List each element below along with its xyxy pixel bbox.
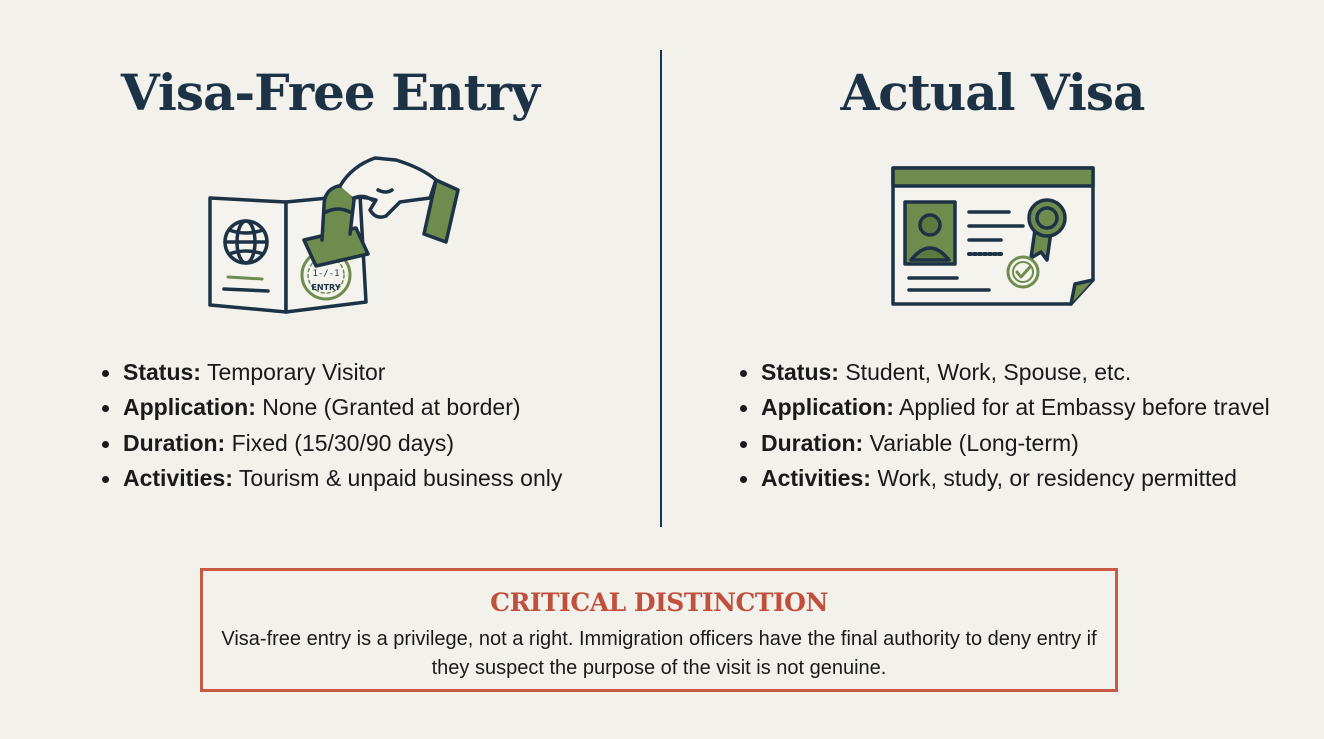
fact-value: Tourism & unpaid business only [238,464,563,491]
fact-label: Application: [123,394,256,421]
list-item [740,426,1270,461]
fact-value: Work, study, or residency permitted [877,464,1237,491]
actual-visa-facts [740,355,1270,496]
fact-value: Student, Work, Spouse, etc. [845,359,1132,385]
bullet [102,441,109,448]
entry-stamp-text: ENTRY [311,283,341,292]
passport-stamp-icon [200,150,470,325]
list-item [740,461,1270,496]
fact-label: Duration: [123,429,226,456]
bullet [740,370,747,377]
bullet [740,476,747,483]
list-item [102,426,562,461]
fact-value: Temporary Visitor [206,359,386,385]
svg-text:1-/-1: 1-/-1 [312,269,340,279]
bullet [102,370,109,377]
fact-label: Status: [761,359,839,385]
bullet [740,405,747,412]
callout-title: CRITICAL DISTINCTION [490,588,828,617]
list-item [102,390,562,425]
column-divider [660,50,662,527]
callout-text: Visa-free entry is a privilege, not a right. Immigration officers have the final authority to deny entry if they suspect the purpose of the visit is not genuine. [221,628,1097,679]
fact-value: None (Granted at border) [262,394,521,421]
fact-value: Fixed (15/30/90 days) [231,429,455,456]
list-item [740,355,1270,390]
visa-free-title: Visa-Free Entry [120,63,540,122]
fact-label: Application: [761,394,894,421]
bullet [102,405,109,412]
fact-label: Status: [123,359,201,385]
fact-value: Variable (Long-term) [869,429,1079,456]
fact-label: Activities: [123,464,233,491]
visa-free-facts [102,355,562,496]
bullet [740,441,747,448]
actual-visa-title: Actual Visa [840,63,1145,122]
fact-value: Applied for at Embassy before travel [899,394,1270,421]
bullet [102,476,109,483]
critical-distinction-callout [200,568,1118,692]
list-item [102,355,562,390]
fact-label: Duration: [761,429,864,456]
list-item [740,390,1270,425]
fact-label: Activities: [761,464,871,491]
list-item [102,461,562,496]
visa-document-icon [885,160,1105,312]
